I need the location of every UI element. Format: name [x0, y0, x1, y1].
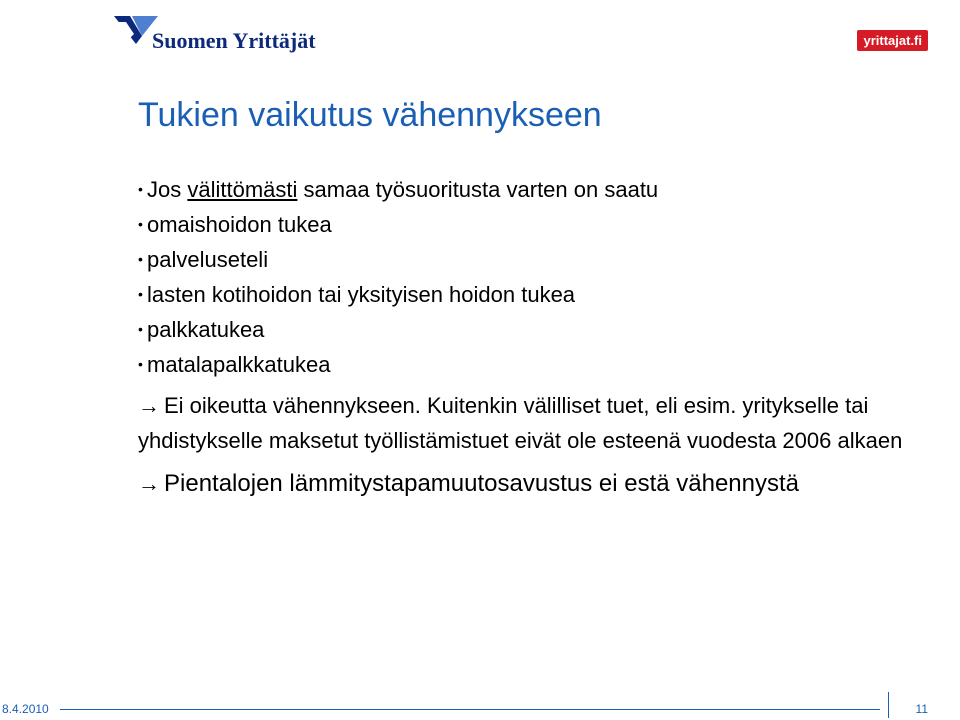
- arrow-text-1: Ei oikeutta vähennykseen. Kuitenkin välilliset tuet, eli esim. yritykselle tai yhdistykselle maksetut työllistämistuet eivät ole esteenä vuodesta 2006 alkaen: [138, 393, 903, 453]
- bullet-text-suffix: samaa työsuoritusta varten on saatu: [297, 177, 659, 202]
- yrittajat-fi-badge: yrittajat.fi: [857, 30, 928, 51]
- bullet-text-underlined: välittömästi: [187, 177, 298, 202]
- bullet-text-prefix: Jos: [147, 177, 188, 202]
- bullet-item: • matalapalkkatukea: [138, 347, 938, 382]
- bullet-item: • omaishoidon tukea: [138, 207, 938, 242]
- bullet-list: [138, 172, 938, 382]
- right-arrow-icon: →: [138, 393, 160, 418]
- bullet-item: • palveluseteli: [138, 242, 938, 277]
- logo-text: Suomen Yrittäjät: [152, 28, 316, 53]
- footer-rule: [60, 709, 880, 710]
- footer-date: 8.4.2010: [2, 702, 49, 716]
- bullet-item: • palkkatukea: [138, 312, 938, 347]
- bullet-item: • lasten kotihoidon tai yksityisen hoidon tukea: [138, 277, 938, 312]
- slide-title: Tukien vaikutus vähennykseen: [138, 96, 602, 134]
- suomen-yrittajat-logo: [112, 14, 316, 53]
- slide-content: [138, 172, 938, 501]
- arrow-paragraph-2: [138, 466, 938, 501]
- arrow-text-2: Pientalojen lämmitystapamuutosavustus ei estä vähennystä: [164, 470, 800, 497]
- arrow-paragraph-1: [138, 388, 938, 458]
- footer-divider: [888, 692, 889, 718]
- right-arrow-icon: →: [138, 471, 160, 496]
- bullet-item: [138, 172, 938, 207]
- page-number: 11: [915, 702, 928, 716]
